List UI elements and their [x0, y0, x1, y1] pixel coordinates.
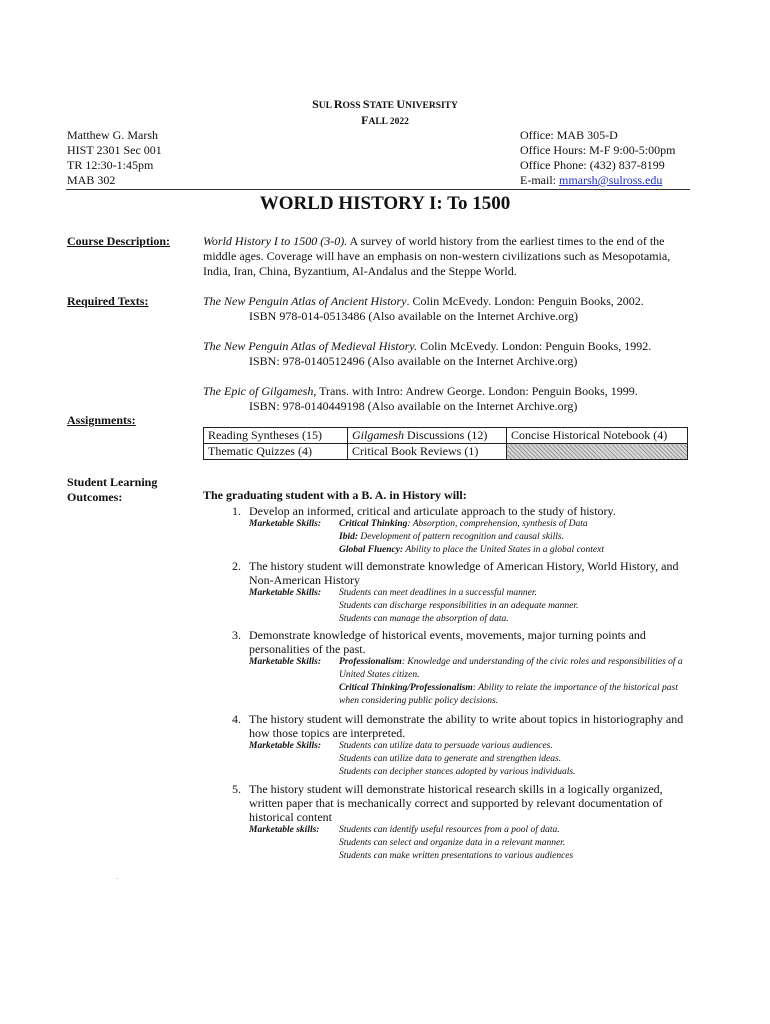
office: Office: MAB 305-D: [520, 128, 618, 142]
outcome-item: 3. Demonstrate knowledge of historical events, movements, major turning points and personalities of the past. Marketable Skills: Professionalism: Knowledge and understanding of the civic roles and responsibilities of a United States citizen. Critical Thinking/Professionalism: Ability to relate the importance of the historical past when considering public policy decisions.: [203, 628, 693, 708]
outcome-item: 4. The history student will demonstrate the ability to write about topics in historiography and how those topics are interpreted. Marketable Skills: Students can utilize data to persuade various audiences. Students can utilize data to generate and strengthen ideas. Students can decipher stances adopted by various individuals.: [203, 712, 693, 779]
assignments-label: Assignments:: [67, 413, 136, 427]
email-line: E-mail: mmarsh@sulross.edu: [520, 173, 663, 187]
table-cell: Reading Syntheses (15): [204, 428, 348, 444]
required-text-1: The New Penguin Atlas of Ancient History. Colin McEvedy. London: Penguin Books, 2002. ISBN 978-014-0513486 (Also available on the Internet Archive.org): [203, 294, 644, 323]
marketable-skills: Marketable skills: Students can identify useful resources from a pool of data. Students can select and organize data in a relevant manner. Students can make written presentations to various audiences: [249, 825, 574, 861]
instructor-name: Matthew G. Marsh: [67, 128, 158, 142]
office-phone: Office Phone: (432) 837-8199: [520, 158, 665, 172]
table-row: [204, 428, 688, 444]
marketable-skills: Marketable Skills: Students can utilize data to persuade various audiences. Students can utilize data to generate and strengthen ideas. Students can decipher stances adopted by various individuals.: [249, 741, 576, 777]
outcome-item: 1. Develop an informed, critical and articulate approach to the study of history. Marketable Skills: Critical Thinking: Absorption, comprehension, synthesis of Data Ibid: Development of pattern recognition and causal skills. Global Fluency: Ability to place the United States in a global context: [203, 504, 693, 557]
outcomes-heading: The graduating student with a B. A. in History will:: [203, 488, 467, 502]
university-name: SUL ROSS STATE UNIVERSITY: [312, 97, 458, 111]
assignments-table: [203, 427, 688, 460]
course-description-label: Course Description:: [67, 234, 170, 248]
course-title: WORLD HISTORY I: To 1500: [259, 193, 511, 214]
instructor-info: [67, 128, 162, 188]
required-text-2: The New Penguin Atlas of Medieval History. Colin McEvedy. London: Penguin Books, 1992. ISBN: 978-0140512496 (Also available on the Internet Archive.org): [203, 339, 652, 368]
term: FALL 2022: [361, 113, 409, 127]
required-text-3: The Epic of Gilgamesh, Trans. with Intro: Andrew George. London: Penguin Books, 1999. ISBN: 978-0140449198 (Also available on the Internet Archive.org): [203, 384, 638, 413]
class-room: MAB 302: [67, 173, 116, 187]
marketable-skills: Marketable Skills: Students can meet deadlines in a successful manner. Students can discharge responsibilities in an adequate manner. Students can manage the absorption of data.: [249, 588, 579, 624]
marketable-skills: Marketable Skills: Professionalism: Knowledge and understanding of the civic roles and responsibilities of a United States citizen. Critical Thinking/Professionalism: Ability to relate the importance of the historical past when considering public policy decisions.: [249, 657, 683, 706]
email-link[interactable]: mmarsh@sulross.edu: [559, 173, 663, 187]
stray-mark: .: [116, 872, 118, 881]
office-hours: Office Hours: M-F 9:00-5:00pm: [520, 143, 676, 157]
course-description-text: World History I to 1500 (3-0). A survey of world history from the earliest times to the end of the middle ages. Coverage will have an emphasis on non-western civilizations such as Mesopotamia, India, Iran, China, Byzantium, Al-Andalus and the Steppe World.: [203, 234, 671, 278]
required-texts-label: Required Texts:: [67, 294, 149, 308]
class-time: TR 12:30-1:45pm: [67, 158, 154, 172]
table-cell: Concise Historical Notebook (4): [507, 428, 688, 444]
table-cell: Gilgamesh Discussions (12): [348, 428, 507, 444]
marketable-skills: Marketable Skills: Critical Thinking: Absorption, comprehension, synthesis of Data Ibid: Development of pattern recognition and causal skills. Global Fluency: Ability to place the United States in a global context: [249, 519, 604, 555]
table-cell: Thematic Quizzes (4): [204, 444, 348, 460]
office-info: [520, 128, 675, 188]
table-cell: Critical Book Reviews (1): [348, 444, 507, 460]
course-section: HIST 2301 Sec 001: [67, 143, 162, 157]
outcome-item: 2. The history student will demonstrate knowledge of American History, World History, and Non-American History Marketable Skills: Students can meet deadlines in a successful manner. Students can discharge responsibilities in an adequate manner. Students can manage the absorption of data.: [203, 559, 693, 626]
outcome-item: 5. The history student will demonstrate historical research skills in a logically organized, written paper that is mechanically correct and supported by relevant documentation of historical content Marketable skills: Students can identify useful resources from a pool of data. Students can select and organize data in a relevant manner. Students can make written presentations to various audiences: [203, 782, 693, 863]
table-cell-shaded: [507, 444, 688, 460]
table-row: [204, 444, 688, 460]
header-divider: [66, 189, 690, 190]
outcomes-label: Student Learning Outcomes:: [67, 475, 158, 504]
